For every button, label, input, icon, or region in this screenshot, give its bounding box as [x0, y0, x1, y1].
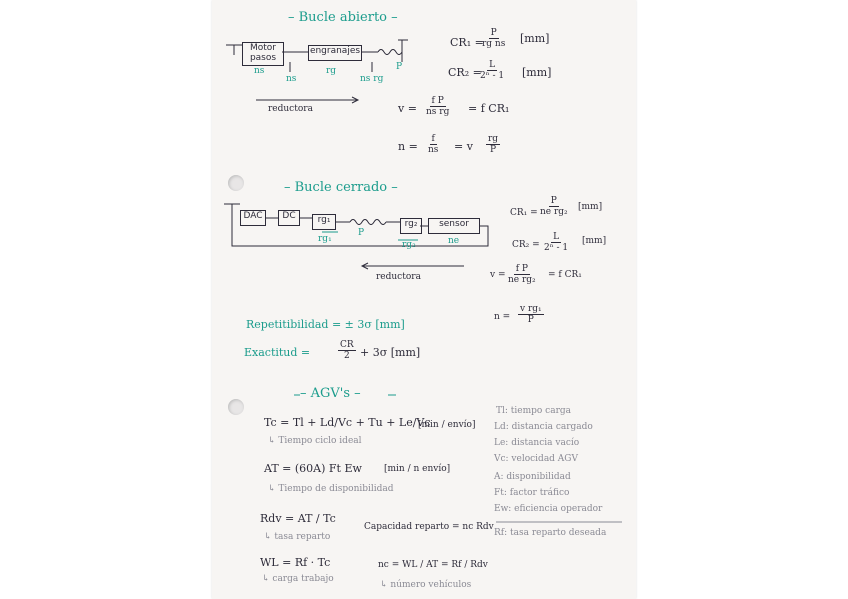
v-rhs: = f CR₁: [468, 102, 510, 115]
exactitud-fraction: [338, 340, 356, 361]
motor-pasos-block: [242, 42, 284, 66]
rg1-label: rg₁: [317, 215, 331, 225]
dac-label: DAC: [243, 211, 263, 221]
dc-block: [278, 210, 300, 226]
dac-block: [240, 210, 266, 226]
wl-formula: WL = Rf · Tc: [260, 556, 331, 569]
nsrg-label: ns rg: [360, 74, 384, 84]
cr1-fraction: [482, 28, 505, 49]
repetibilidad-formula: Repetitibilidad = ± 3σ [mm]: [246, 318, 405, 331]
n-closed-fraction: [518, 304, 544, 325]
legend-item: Tl: tiempo carga: [496, 406, 572, 416]
cr2-den: 2ⁿ - 1: [480, 71, 505, 81]
n-closed-num: v rg₁: [520, 304, 542, 314]
legend-item: Ft: factor tráfico: [494, 488, 570, 498]
v-den: ns rg: [426, 107, 450, 117]
rg1-teal-label: rg₁: [318, 234, 332, 244]
cr1-closed-num: P: [550, 196, 557, 206]
exactitud-rhs: + 3σ [mm]: [360, 346, 421, 359]
cr2-closed-num: L: [553, 232, 560, 242]
legend-item: A: disponibilidad: [494, 472, 571, 482]
capacidad-formula: Capacidad reparto = nc Rdv: [364, 522, 494, 532]
ns-in-label: ns: [254, 66, 265, 76]
cr2-closed-den: 2ⁿ - 1: [544, 243, 569, 253]
cr1-num: P: [490, 28, 497, 38]
rdv-formula: Rdv = AT / Tc: [260, 512, 336, 525]
cr2-closed-unit: [mm]: [582, 236, 607, 246]
rg1-block: [312, 214, 336, 230]
exactitud-lhs: Exactitud =: [244, 346, 311, 359]
v-closed-num: f P: [515, 264, 528, 274]
at-formula: AT = (60A) Ft Ew: [264, 462, 362, 475]
p-label: P: [396, 62, 403, 72]
rg-label: rg: [326, 66, 337, 76]
reductora-label-1: reductora: [268, 104, 313, 114]
n-closed-den: P: [527, 315, 534, 325]
v-closed-fraction: [508, 264, 536, 285]
cr1-unit: [mm]: [520, 32, 550, 45]
notebook-page: [212, 0, 636, 599]
exactitud-num: CR: [340, 340, 354, 350]
dc-label: DC: [282, 211, 296, 221]
tc-formula: Tc = Tl + Ld/Vc + Tu + Le/Vc: [264, 416, 431, 429]
ns-out-label: ns: [286, 74, 297, 84]
cr1-closed-unit: [mm]: [578, 202, 603, 212]
rg2-label: rg₂: [404, 219, 418, 229]
engranajes-block: [308, 45, 362, 61]
n-num-1: f: [431, 134, 435, 144]
ne-label: ne: [448, 236, 460, 246]
n-mid: = v: [454, 140, 473, 153]
cr2-unit: [mm]: [522, 66, 552, 79]
n-num-2: rg: [488, 134, 499, 144]
sensor-block: [428, 218, 480, 234]
cr2-lhs: CR₂ =: [448, 66, 482, 79]
v-closed-lhs: v =: [490, 270, 506, 280]
tc-unit: [min / envío]: [418, 420, 476, 430]
nc-formula: nc = WL / AT = Rf / Rdv: [378, 560, 488, 570]
legend-item: Ew: eficiencia operador: [494, 504, 603, 514]
legend-item: Vc: velocidad AGV: [494, 454, 578, 464]
cr2-num: L: [489, 60, 496, 70]
rg2-block: [400, 218, 422, 234]
at-note: ↳ Tiempo de disponibilidad: [268, 484, 394, 494]
v-lhs: v =: [398, 102, 417, 115]
rdv-note: ↳ tasa reparto: [264, 532, 331, 542]
n-fraction-2: [486, 134, 500, 155]
legend-item: Ld: distancia cargado: [494, 422, 593, 432]
cr1-closed-den: ne rg₂: [540, 207, 568, 217]
v-closed-den: ne rg₂: [508, 275, 536, 285]
at-unit: [min / n envío]: [384, 464, 451, 474]
reductora-label-2: reductora: [376, 272, 421, 282]
tc-note: ↳ Tiempo ciclo ideal: [268, 436, 362, 446]
cr2-closed-fraction: [544, 232, 568, 253]
nc-note: ↳ número vehículos: [380, 580, 472, 590]
legend-item: Rf: tasa reparto deseada: [494, 528, 607, 538]
cr1-closed-lhs: CR₁ =: [510, 208, 538, 218]
section-title-bucle-abierto: – Bucle abierto –: [288, 10, 398, 25]
exactitud-den: 2: [343, 351, 350, 361]
v-fraction: [426, 96, 449, 117]
n-den-2: P: [490, 145, 497, 155]
cr1-den: rg ns: [482, 39, 506, 49]
v-closed-rhs: = f CR₁: [548, 270, 582, 280]
engranajes-label: engranajes: [309, 46, 361, 56]
cr1-closed-fraction: [540, 196, 568, 217]
sensor-label: sensor: [439, 219, 469, 229]
cr1-lhs: CR₁ =: [450, 36, 484, 49]
legend-item: Le: distancia vacío: [494, 438, 580, 448]
n-den-1: ns: [428, 145, 439, 155]
section-title-agvs: – AGV's –: [300, 386, 361, 401]
n-closed-lhs: n =: [494, 312, 511, 322]
cr2-fraction: [480, 60, 504, 81]
v-num: f P: [431, 96, 444, 106]
n-lhs: n =: [398, 140, 418, 153]
p-label-2: P: [358, 228, 365, 238]
section-title-bucle-cerrado: – Bucle cerrado –: [284, 180, 398, 195]
n-fraction-1: [428, 134, 438, 155]
cr2-closed-lhs: CR₂ =: [512, 240, 540, 250]
motor-pasos-label: Motor pasos: [249, 43, 277, 63]
wl-note: ↳ carga trabajo: [262, 574, 334, 584]
rg2-teal-label: rg₂: [402, 240, 416, 250]
